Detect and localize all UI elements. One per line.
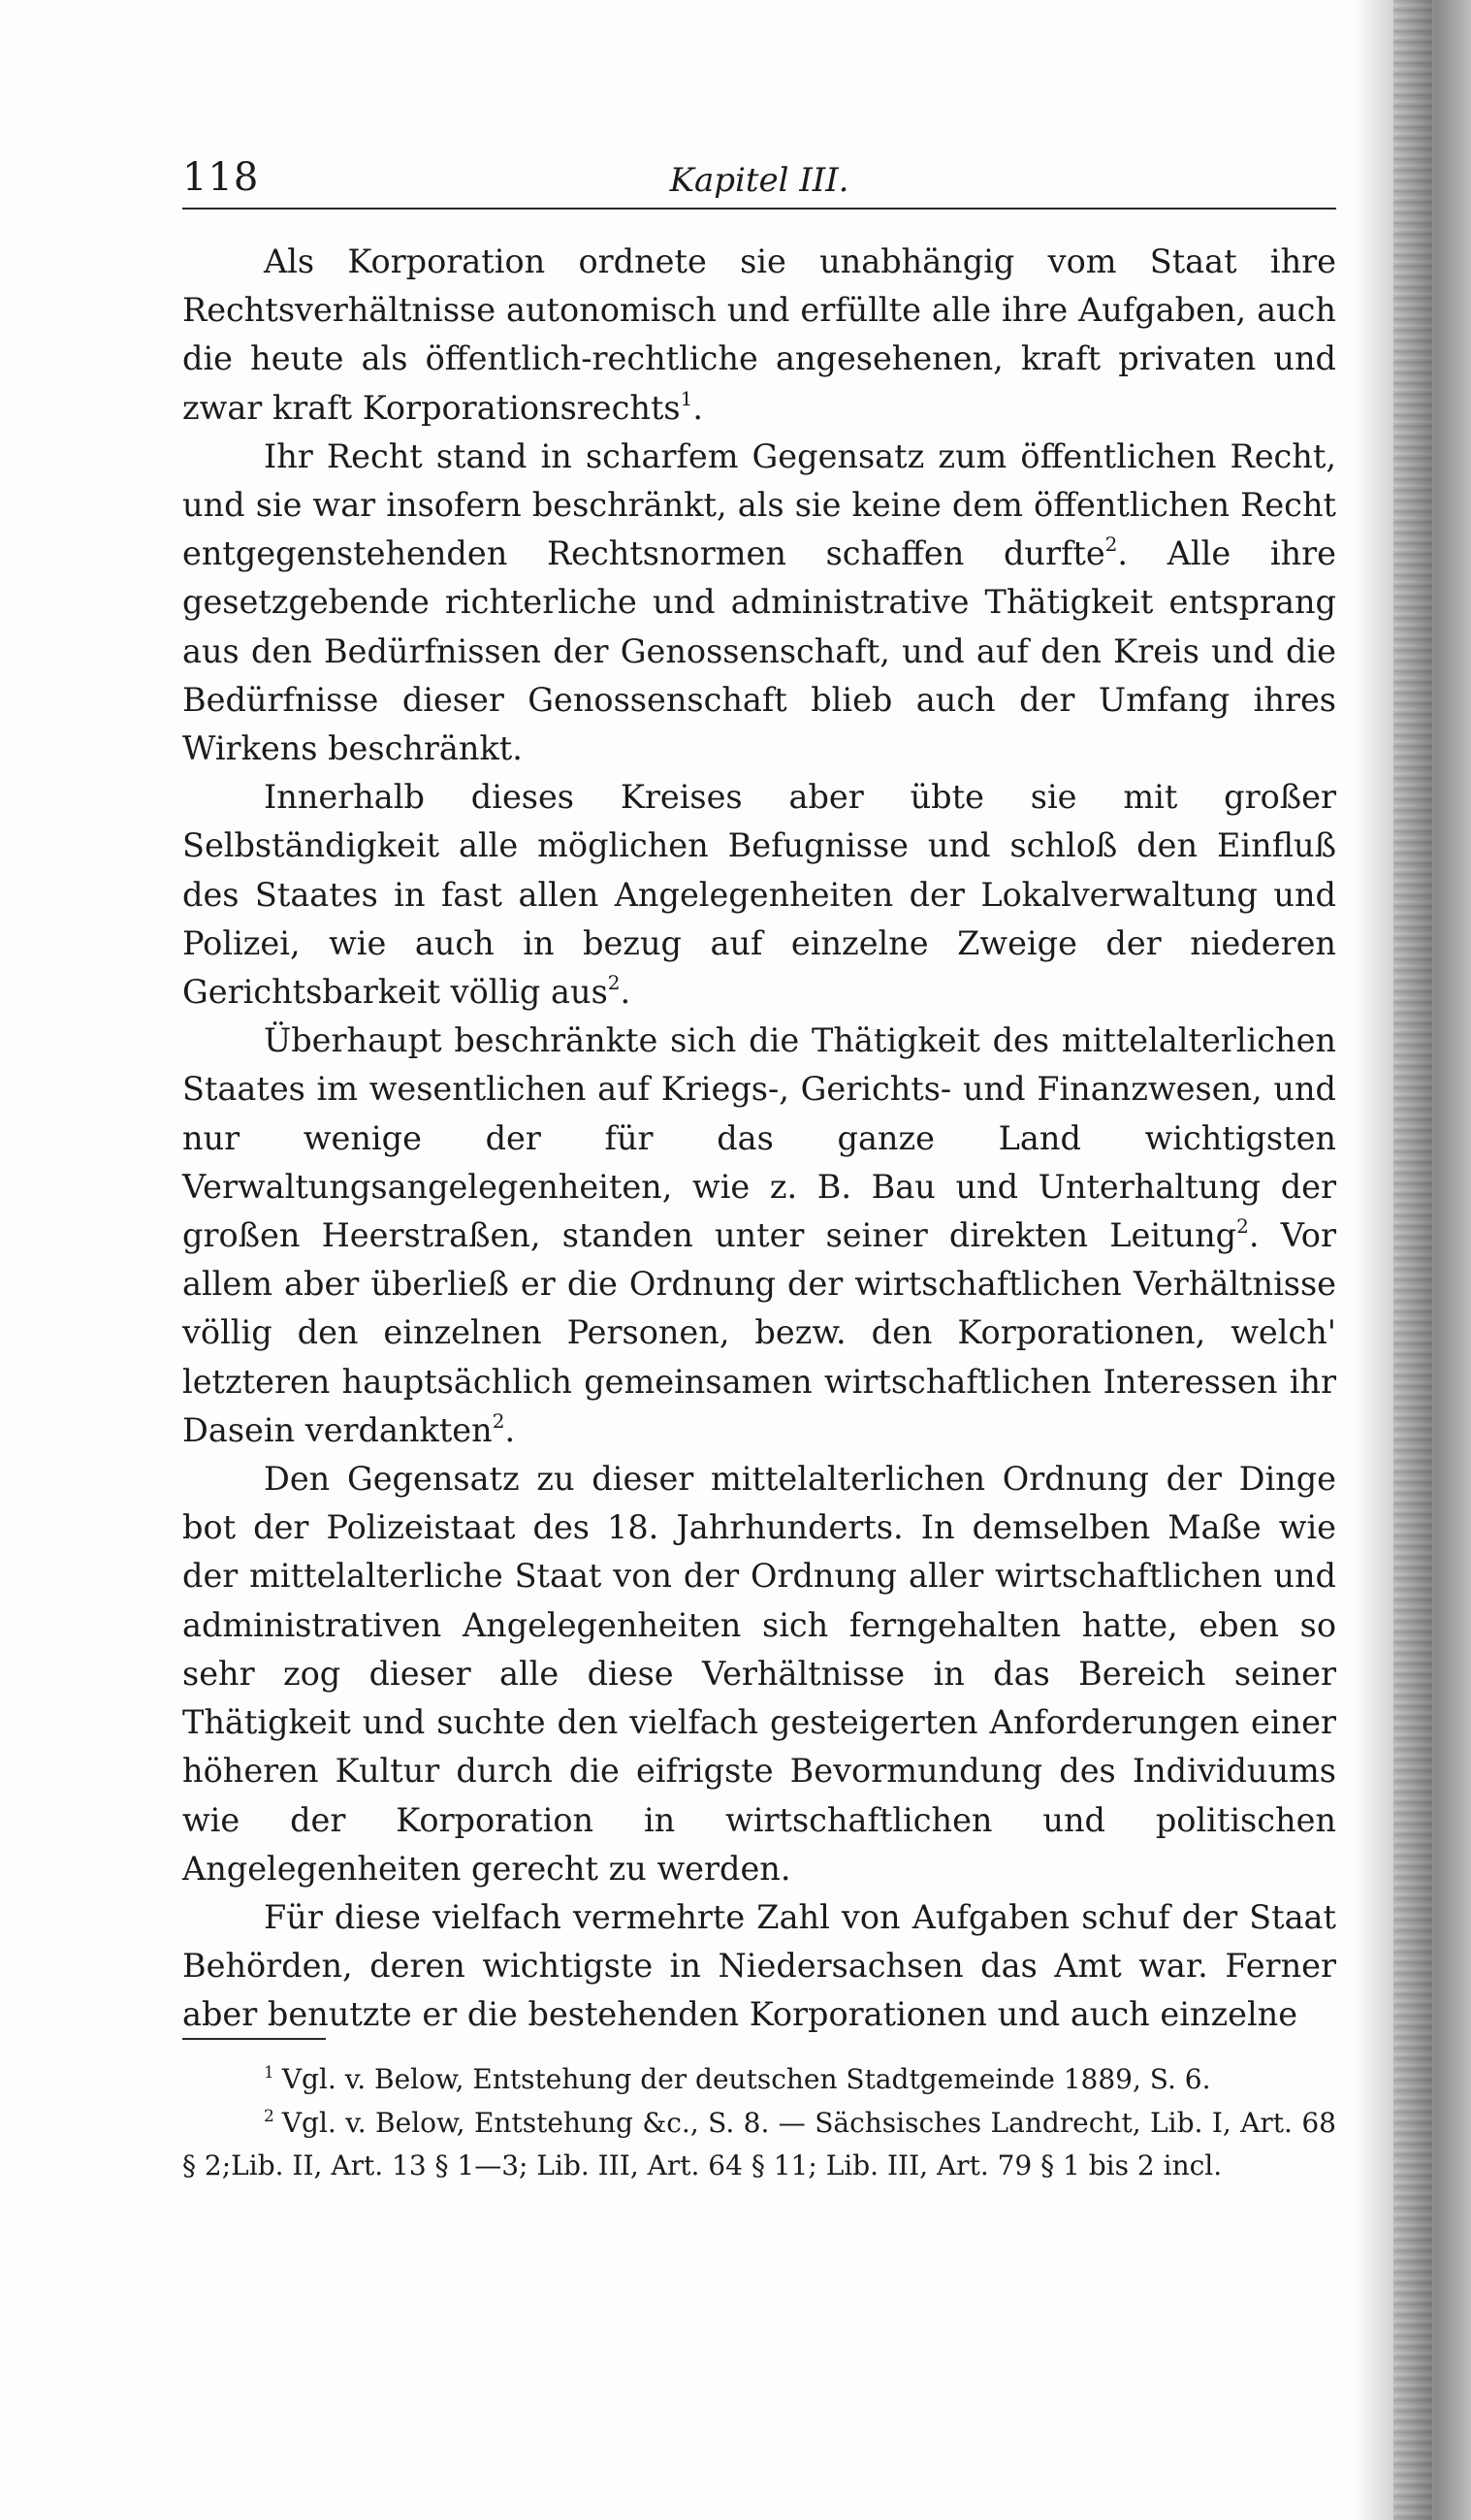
- footnote-text: Vgl. v. Below, Entstehung &c., S. 8. — Sächsisches Landrecht, Lib. I, Art. 68 § 2;Lib. II, Art. 13 § 1—3; Lib. III, Art. 64 § 11; Lib. III, Art. 79 § 1 bis 2 incl.: [182, 2106, 1336, 2181]
- footnote-mark: 1: [264, 2063, 274, 2083]
- page-edge-shadow: [1355, 0, 1471, 2520]
- footnote: [182, 2102, 1336, 2188]
- footnote: [182, 2058, 1336, 2102]
- page-header: [182, 147, 1336, 206]
- footnote-ref: 2: [1104, 533, 1118, 557]
- header-rule: [182, 208, 1336, 210]
- footnotes: [182, 2058, 1336, 2188]
- footnote-ref: 2: [492, 1408, 505, 1433]
- paragraph: Innerhalb dieses Kreises aber übte sie mit großer Selbständigkeit alle möglichen Befugnisse und schloß den Einfluß des Staates in fast allen Angelegenheiten der Lokalverwaltung und Polizei, wie auch in bezug auf einzelne Zweige der niederen Gerichtsbarkeit völlig aus$^2$.: [182, 778, 1336, 1012]
- paragraph: Überhaupt beschränkte sich die Thätigkeit des mittelalterlichen Staates im wesentlichen auf Kriegs-, Gerichts- und Finanzwesen, und nur wenige der für das ganze Land wichtigsten Verwaltungsangelegenheiten, wie z. B. Bau und Unterhaltung der großen Heerstraßen, standen unter seiner direkten Leitung$^2$. Vor allem aber überließ er die Ordnung der wirtschaftlichen Verhältnisse völlig den einzelnen Personen, bezw. den Korporationen, welch' letzteren hauptsächlich gemeinsamen wirtschaftlichen Interessen ihr Dasein verdankten$^2$.: [182, 1021, 1336, 1449]
- footnote-ref: 2: [1236, 1214, 1249, 1239]
- paragraph: Ihr Recht stand in scharfem Gegensatz zum öffentlichen Recht, und sie war insofern beschränkt, als sie keine dem öffentlichen Recht entgegenstehenden Rechtsnormen schaffen durfte$^2$. Alle ihre gesetzgebende richterliche und administrative Thätigkeit entsprang aus den Bedürfnissen der Genossenschaft, und auf den Kreis und die Bedürfnisse dieser Genossenschaft blieb auch der Umfang ihres Wirkens beschränkt.: [182, 436, 1336, 768]
- paragraph-text: Überhaupt beschränkte sich die Thätigkeit des mittelalterlichen Staates im wesentlichen auf Kriegs-, Gerichts- und Finanzwesen, und nur wenige der für das ganze Land wichtigsten Verwaltungsangelegenheiten, wie z. B. Bau und Unterhaltung der großen Heerstraßen, standen unter seiner direkten Leitung: [182, 1021, 1336, 1255]
- footnote-ref: 2: [607, 971, 621, 995]
- running-head: Kapitel III.: [669, 161, 849, 200]
- footnote-text: Vgl. v. Below, Entstehung der deutschen Stadtgemeinde 1889, S. 6.: [281, 2063, 1211, 2095]
- paragraph-text: Vor allem aber überließ er die Ordnung der wirtschaftlichen Verhältnisse völlig den einzelnen Personen, bezw. den Korporationen, welch' letzteren hauptsächlich gemeinsamen wirtschaftlichen Interessen ihr Dasein verdankten: [182, 1216, 1336, 1449]
- body-text: [182, 238, 1336, 2040]
- paragraph: Für diese vielfach vermehrte Zahl von Aufgaben schuf der Staat Behörden, deren wichtigste in Niedersachsen das Amt war. Ferner aber benutzte er die bestehenden Korporationen und auch einzelne: [182, 1897, 1336, 2034]
- paragraph-text: Alle ihre gesetzgebende richterliche und administrative Thätigkeit entsprang aus den Bedürfnissen der Genossenschaft, und auf den Kreis und die Bedürfnisse dieser Genossenschaft blieb auch der Umfang ihres Wirkens beschränkt.: [182, 534, 1336, 768]
- paragraph-text: Ihr Recht stand in scharfem Gegensatz zum öffentlichen Recht, und sie war insofern beschränkt, als sie keine dem öffentlichen Recht entgegenstehenden Rechtsnormen schaffen durfte: [182, 436, 1336, 573]
- footnote-ref: 1: [680, 386, 693, 410]
- paragraph: Als Korporation ordnete sie unabhängig vom Staat ihre Rechtsverhältnisse autonomisch und erfüllte alle ihre Aufgaben, auch die heute als öffentlich-rechtliche angesehenen, kraft privaten und zwar kraft Korporationsrechts$^1$.: [182, 242, 1336, 427]
- footnote-mark: 2: [264, 2106, 274, 2126]
- page-number: 118: [182, 155, 260, 200]
- paragraph: Den Gegensatz zu dieser mittelalterlichen Ordnung der Dinge bot der Polizeistaat des 18. Jahrhunderts. In demselben Maße wie der mittelalterliche Staat von der Ordnung aller wirtschaftlichen und administrativen Angelegenheiten sich ferngehalten hatte, eben so sehr zog dieser alle diese Verhältnisse in das Bereich seiner Thätigkeit und suchte den vielfach gesteigerten Anforderungen einer höheren Kultur durch die eifrigste Bevormundung des Individuums wie der Korporation in wirtschaftlichen und politischen Angelegenheiten gerecht zu werden.: [182, 1460, 1336, 1888]
- footnote-rule: [182, 2038, 326, 2040]
- paragraph-text: Innerhalb dieses Kreises aber übte sie mit großer Selbständigkeit alle möglichen Befugnisse und schloß den Einfluß des Staates in fast allen Angelegenheiten der Lokalverwaltung und Polizei, wie auch in bezug auf einzelne Zweige der niederen Gerichtsbarkeit völlig aus: [182, 778, 1336, 1012]
- paragraph-text: Als Korporation ordnete sie unabhängig vom Staat ihre Rechtsverhältnisse autonomisch und erfüllte alle ihre Aufgaben, auch die heute als öffentlich-rechtliche angesehenen, kraft privaten und zwar kraft Korporationsrechts: [182, 242, 1336, 427]
